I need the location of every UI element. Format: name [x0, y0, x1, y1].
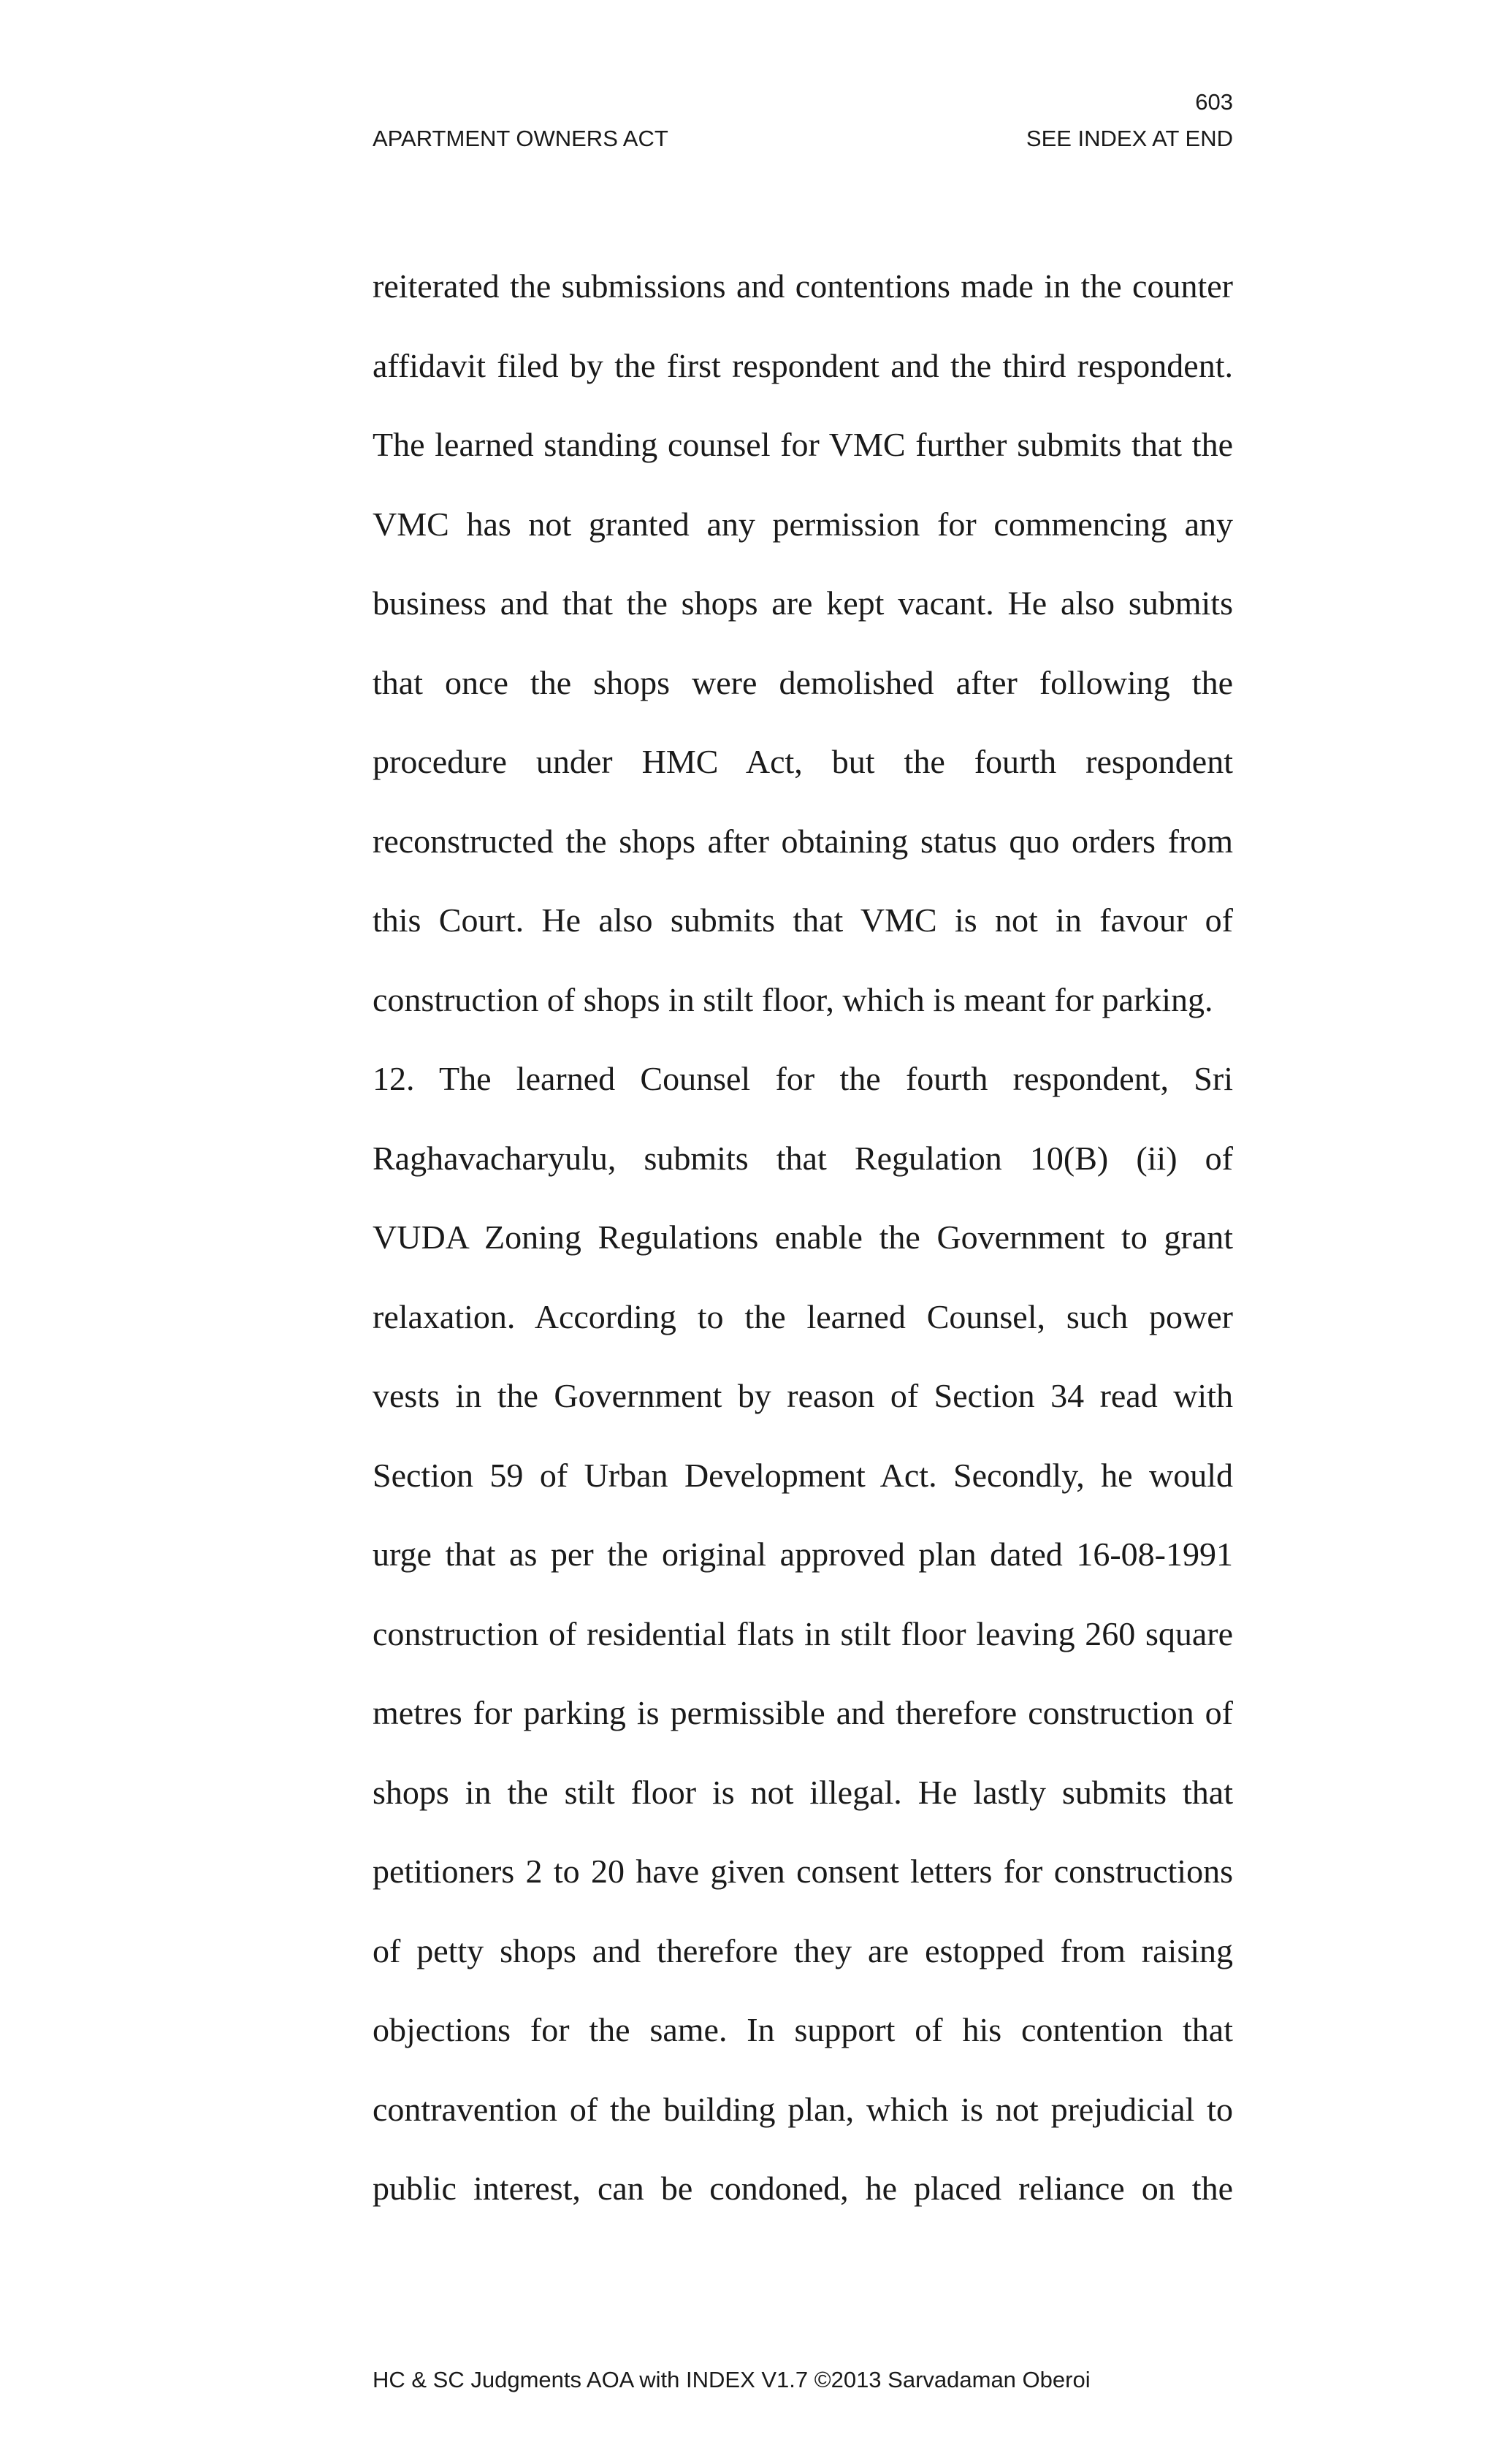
- text-line: Section 59 of Urban Development Act. Secondly, he would: [373, 1456, 1233, 1494]
- text-line: affidavit filed by the first respondent and the third respondent.: [373, 346, 1233, 384]
- text-line: 12. The learned Counsel for the fourth respondent, Sri: [373, 1060, 1233, 1097]
- text-line: of petty shops and therefore they are estopped from raising: [373, 1931, 1233, 1969]
- text-line: that once the shops were demolished after following the: [373, 663, 1233, 701]
- text-line: reiterated the submissions and contentions made in the counter: [373, 267, 1233, 305]
- text-line: petitioners 2 to 20 have given consent letters for constructions: [373, 1853, 1233, 1890]
- text-line: VUDA Zoning Regulations enable the Government to grant: [373, 1218, 1233, 1256]
- text-line: construction of shops in stilt floor, which is meant for parking.: [373, 980, 1213, 1018]
- page-number: 603: [1195, 89, 1233, 115]
- text-line: Raghavacharyulu, submits that Regulation 10(B) (ii) of: [373, 1139, 1233, 1177]
- text-line: contravention of the building plan, which is not prejudicial to: [373, 2090, 1233, 2128]
- text-line: reconstructed the shops after obtaining status quo orders from: [373, 822, 1233, 860]
- text-line: this Court. He also submits that VMC is not in favour of: [373, 901, 1233, 939]
- header-index-note: SEE INDEX AT END: [1026, 126, 1233, 151]
- text-line: vests in the Government by reason of Section 34 read with: [373, 1377, 1233, 1414]
- text-line: public interest, can be condoned, he placed reliance on the: [373, 2170, 1233, 2207]
- footer-copyright: HC & SC Judgments AOA with INDEX V1.7 ©2013 Sarvadaman Oberoi: [373, 2367, 1091, 2392]
- text-line: urge that as per the original approved plan dated 16-08-1991: [373, 1536, 1233, 1573]
- text-line: The learned standing counsel for VMC further submits that the: [373, 426, 1233, 463]
- judgment-text: [373, 257, 1233, 2239]
- text-line: relaxation. According to the learned Counsel, such power: [373, 1297, 1233, 1335]
- text-line: shops in the stilt floor is not illegal. He lastly submits that: [373, 1773, 1233, 1811]
- text-line: metres for parking is permissible and therefore construction of: [373, 1694, 1233, 1731]
- text-line: procedure under HMC Act, but the fourth respondent: [373, 743, 1233, 780]
- text-line: VMC has not granted any permission for commencing any: [373, 505, 1233, 543]
- header-title: APARTMENT OWNERS ACT: [373, 126, 668, 151]
- text-line: business and that the shops are kept vacant. He also submits: [373, 584, 1233, 622]
- running-header: [373, 123, 1233, 155]
- text-line: objections for the same. In support of his contention that: [373, 2011, 1233, 2048]
- text-line: construction of residential flats in stilt floor leaving 260 square: [373, 1614, 1233, 1652]
